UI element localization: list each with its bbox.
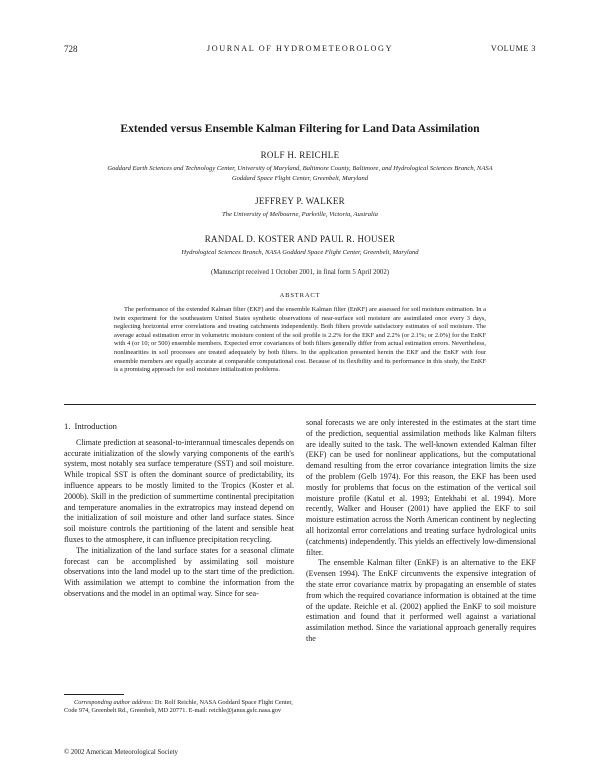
author-name: ROLF H. REICHLE [260, 150, 340, 160]
footnote-text: Dr. Rolf Reichle, NASA Goddard Space Flight Center, Code 974, Greenbelt Rd., Greenbelt, MD 20771. E-mail: reichle@janus.gsfc.nasa.gov [64, 699, 293, 715]
body-paragraph: Climate prediction at seasonal-to-interannual timescales depends on accurate initialization of the slowly varying components of the earth's system, most notably sea surface temperature (SST) and soil moisture. While tropical SST is often the dominant source of predictability, its influence appears to be mostly limited to the Tropics (Koster et al. 2000b). Skill in the prediction of summertime continental precipitation and temperature anomalies in the extratropics may instead depend on the initialization of soil moisture and other land surface states. Since soil moisture controls the partitioning of the latent and sensible heat fluxes to the atmosphere, it can influence precipitation recycling. [64, 437, 294, 544]
journal-name: JOURNAL OF HYDROMETEOROLOGY [206, 44, 394, 53]
author-name: JEFFREY P. WALKER [255, 196, 345, 206]
abstract-text: The performance of the extended Kalman filter (EKF) and the ensemble Kalman filter (EnKF) are assessed for soil moisture estimation. In a twin experiment for the southeastern United States synthetic observations of near-surface soil moisture are assimilated once every 3 days, neglecting horizontal error correlations and treating catchments independently. Both filters provide satisfactory estimates of soil moisture. The average actual estimation error in volumetric moisture content of the soil profile is 2.2% for the EKF and 2.2% (or 2.1%; or 2.0%) for the EnKF with 4 (or 10; or 500) ensemble members. Expected error covariances of both filters generally differ from actual estimation errors. Nevertheless, nonlinearities in soil processes are treated adequately by both filters. In the application presented herein the EKF and the EnKF with four ensemble members are equally accurate at comparable computational cost. Because of its flexibility and its performance in this study, the EnKF is a promising approach for soil moisture initialization problems. [114, 306, 486, 374]
abstract-heading: ABSTRACT [279, 292, 321, 299]
body-paragraph: sonal forecasts we are only interested in the estimates at the start time of the prediction, sequential assimilation methods like Kalman filters are ideally suited to the task. The well-known extended Kalman filter (EKF) can be used for nonlinear applications, but the computational demand resulting from the error covariance integration limits the size of the problem (Gelb 1974). For this reason, the EKF has been used mostly for problems that focus on the estimation of the vertical soil moisture profile (Katul et al. 1993; Entekhabi et al. 1994). More recently, Walker and Houser (2001) have applied the EKF to soil moisture estimation across the North American continent by neglecting all horizontal error correlations and treating surface hydrological units (catchments) independently. This yields an effectively low-dimensional filter. [306, 418, 536, 557]
paper-title: Extended versus Ensemble Kalman Filtering for Land Data Assimilation [120, 122, 480, 135]
right-column [306, 418, 536, 645]
footnote-label: Corresponding author address: [74, 699, 154, 706]
section-title: Introduction [74, 421, 117, 431]
author-affiliation: The University of Melbourne, Parkville, Victoria, Australia [222, 211, 378, 218]
abstract-divider [64, 404, 536, 405]
body-paragraph: The initialization of the land surface states for a seasonal climate forecast can be accomplished by assimilating soil moisture observations into the land model up to the start time of the prediction. With assimilation we attempt to combine the information from the observations and the model in an optimal way. Since for sea- [64, 545, 294, 598]
section-number: 1. [64, 421, 71, 431]
page-number: 728 [64, 44, 78, 54]
section-heading [64, 421, 294, 432]
footnote-divider [64, 694, 124, 695]
author-name: RANDAL D. KOSTER AND PAUL R. HOUSER [204, 234, 396, 244]
footnote [64, 699, 294, 716]
body-paragraph: The ensemble Kalman filter (EnKF) is an alternative to the EKF (Evensen 1994). The EnKF circumvents the expensive integration of the state error covariance matrix by propagating an ensemble of states from which the required covariance information is obtained at the time of the update. Reichle et al. (2002) applied the EnKF to soil moisture estimation and found that it performed well against a variational assimilation method. Since the variational approach generally requires the [306, 558, 536, 643]
author-affiliation: Goddard Earth Sciences and Technology Center, University of Maryland, Baltimore County, Baltimore, and Hydrological Sciences Branch, NASA Goddard Space Flight Center, Greenbelt, Maryland [107, 165, 493, 182]
author-affiliation: Hydrological Sciences Branch, NASA Goddard Space Flight Center, Greenbelt, Maryland [181, 249, 419, 256]
volume-label: VOLUME 3 [490, 44, 536, 53]
manuscript-dates: (Manuscript received 1 October 2001, in final form 5 April 2002) [211, 269, 389, 276]
running-header [64, 44, 536, 58]
left-column [64, 421, 294, 600]
copyright-notice: © 2002 American Meteorological Society [64, 749, 178, 756]
